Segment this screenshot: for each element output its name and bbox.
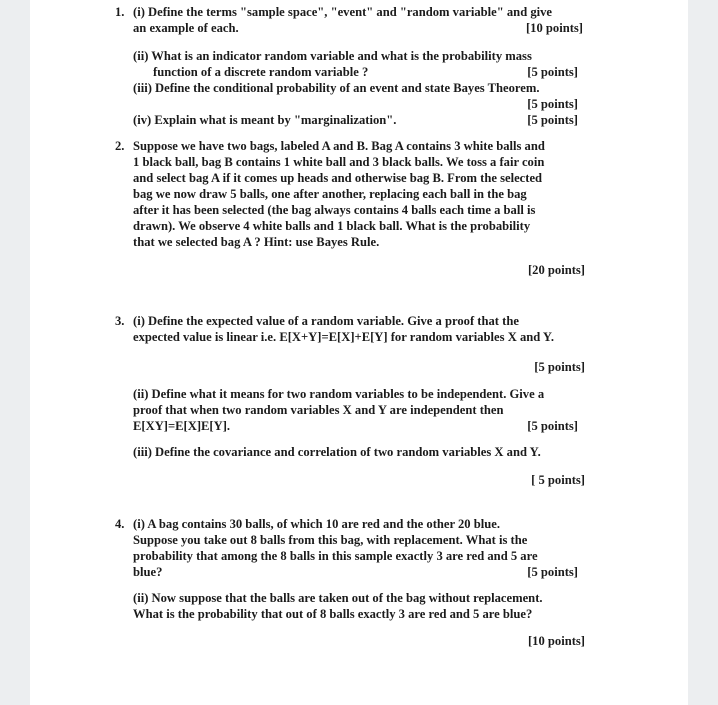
question-text: (iv) Explain what is meant by "marginalization". [133, 113, 397, 127]
question-text: bag we now draw 5 balls, one after another, replacing each ball in the bag [133, 187, 527, 201]
question-text: probability that among the 8 balls in this sample exactly 3 are red and 5 are [133, 549, 538, 563]
points-label: [5 points] [527, 419, 578, 433]
question-2 [115, 138, 618, 278]
question-number: 3. [115, 314, 125, 328]
question-4 [115, 516, 618, 649]
question-number: 1. [115, 5, 125, 19]
question-text: (iii) Define the conditional probability of an event and state Bayes Theorem. [133, 81, 540, 95]
question-number: 2. [115, 139, 125, 153]
question-text: 1 black ball, bag B contains 1 white ball and 3 black balls. We toss a fair coin [133, 155, 545, 169]
question-text: (i) A bag contains 30 balls, of which 10 are red and the other 20 blue. [133, 517, 501, 531]
question-text: drawn). We observe 4 white balls and 1 black ball. What is the probability [133, 219, 531, 233]
question-text: E[XY]=E[X]E[Y]. [133, 419, 231, 433]
question-text: (ii) Define what it means for two random variables to be independent. Give a [133, 387, 545, 401]
question-text: (ii) Now suppose that the balls are taken out of the bag without replacement. [133, 591, 543, 605]
points-label: [5 points] [527, 97, 578, 111]
question-text: (i) Define the terms "sample space", "event" and "random variable" and give [133, 5, 553, 19]
question-text: that we selected bag A ? Hint: use Bayes Rule. [133, 235, 380, 249]
points-label: [5 points] [527, 113, 578, 127]
points-label: [5 points] [527, 65, 578, 79]
points-label: [10 points] [525, 21, 583, 35]
question-text: (i) Define the expected value of a random variable. Give a proof that the [133, 314, 519, 328]
points-label: [5 points] [534, 360, 585, 374]
points-label: [20 points] [527, 263, 585, 277]
question-text: (iii) Define the covariance and correlation of two random variables X and Y. [133, 445, 541, 459]
question-text: function of a discrete random variable ? [153, 65, 369, 79]
question-text: expected value is linear i.e. E[X+Y]=E[X]+E[Y] for random variables X and Y. [133, 330, 555, 344]
question-text: Suppose we have two bags, labeled A and B. Bag A contains 3 white balls and [133, 139, 545, 153]
question-1 [115, 4, 618, 128]
question-text: after it has been selected (the bag always contains 4 balls each time a ball is [133, 203, 536, 217]
points-label: [10 points] [527, 634, 585, 648]
question-text: (ii) What is an indicator random variable and what is the probability mass [133, 49, 532, 63]
question-text: an example of each. [133, 21, 239, 35]
question-text: proof that when two random variables X and Y are independent then [133, 403, 504, 417]
question-text: blue? [133, 565, 163, 579]
document-page [30, 0, 688, 705]
question-3 [115, 313, 618, 488]
points-label: [5 points] [527, 565, 578, 579]
question-text: and select bag A if it comes up heads and otherwise bag B. From the selected [133, 171, 543, 185]
question-text: What is the probability that out of 8 balls exactly 3 are red and 5 are blue? [133, 607, 533, 621]
question-text: Suppose you take out 8 balls from this bag, with replacement. What is the [133, 533, 528, 547]
points-label: [ 5 points] [531, 473, 585, 487]
question-number: 4. [115, 517, 125, 531]
